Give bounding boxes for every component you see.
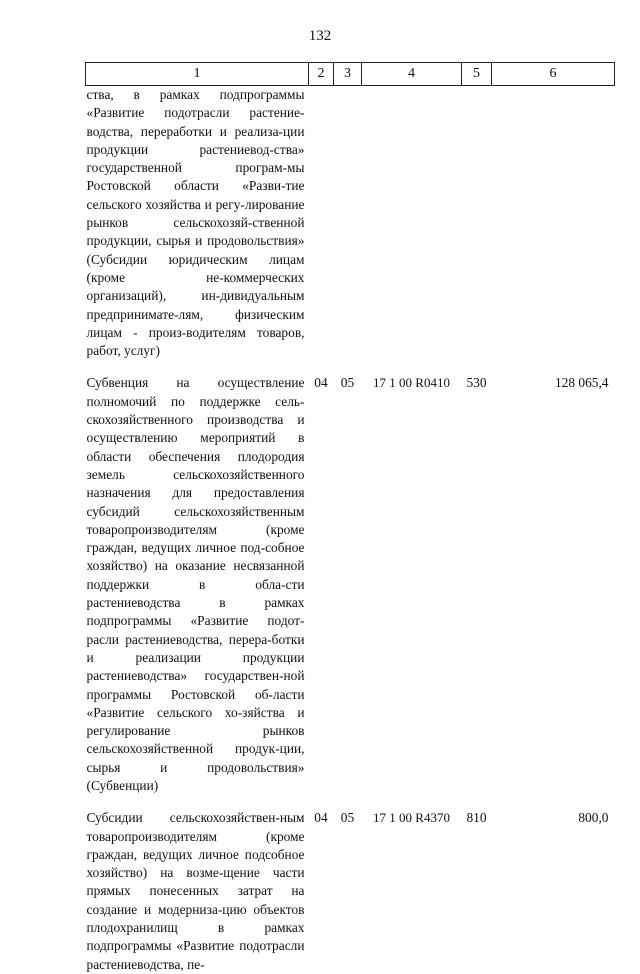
table-row: [86, 374, 615, 809]
row-description: Субсидии сельскохозяйствен-ным товаропроизводителям (кроме граждан, ведущих личное подсобное хозяйство) на возме-щение части прямых понесенных затрат на создание и модерниза-цию объектов плодохранилищ в рамках подпрограммы «Развитие подотрасли растениеводства, пе-: [86, 810, 305, 972]
row-amount: 800,0: [578, 810, 609, 826]
row-target-article: 17 1 00 R4370: [373, 810, 450, 826]
row-subsection-code: [334, 86, 362, 375]
row-expense-type: [462, 86, 492, 375]
row-amount: 128 065,4: [554, 375, 609, 391]
row-expense-type: 810: [466, 810, 487, 826]
header-col-6: 6: [492, 63, 615, 86]
row-section-code: 04: [314, 810, 328, 826]
row-amount: [492, 86, 615, 375]
page-number: 132: [308, 28, 332, 44]
row-section-code: [309, 86, 334, 375]
row-target-article: [362, 86, 462, 375]
header-col-2: 2: [309, 63, 334, 86]
table-row: [86, 86, 615, 375]
header-col-3: 3: [334, 63, 362, 86]
row-description: Субвенция на осуществление полномочий по поддержке сель-скохозяйственного производства и осуществлению мероприятий в области обеспечения плодородия земель сельскохозяйственного назначения для предоставления субсидий сельскохозяйственным товаропроизводителям (кроме граждан, ведущих личное под-собное хозяйство) на оказание несвязанной поддержки в обла-сти растениеводства в рамках подпрограммы «Развитие подот-расли растениеводства, перера-ботки и реализации продукции растениеводства» государствен-ной программы Ростовской об-ласти «Развитие сельского хо-зяйства и регулирование рынков сельскохозяйственной продук-ции, сырья и продовольствия» (Субвенции): [86, 375, 305, 793]
row-target-article: 17 1 00 R0410: [373, 375, 450, 391]
table-row: [86, 809, 615, 974]
header-col-4: 4: [362, 63, 462, 86]
header-col-1: 1: [86, 63, 309, 86]
row-section-code: 04: [314, 375, 328, 391]
row-subsection-code: 05: [340, 810, 355, 826]
header-col-5: 5: [462, 63, 492, 86]
row-expense-type: 530: [466, 375, 487, 391]
row-subsection-code: 05: [340, 375, 355, 391]
table-header-row: [86, 63, 615, 86]
row-description: ства, в рамках подпрограммы «Развитие подотрасли растение-водства, переработки и реализа-ции продукции растениевод-ства» государственной програм-мы Ростовской области «Разви-тие сельского хозяйства и регу-лирование рынков сельскохозяй-ственной продукции, сырья и продовольствия» (Субсидии юридическим лицам (кроме не-коммерческих организаций), ин-дивидуальным предпринимате-лям, физическим лицам - произ-водителям товаров, работ, услуг): [86, 87, 305, 359]
budget-table: [85, 62, 615, 974]
